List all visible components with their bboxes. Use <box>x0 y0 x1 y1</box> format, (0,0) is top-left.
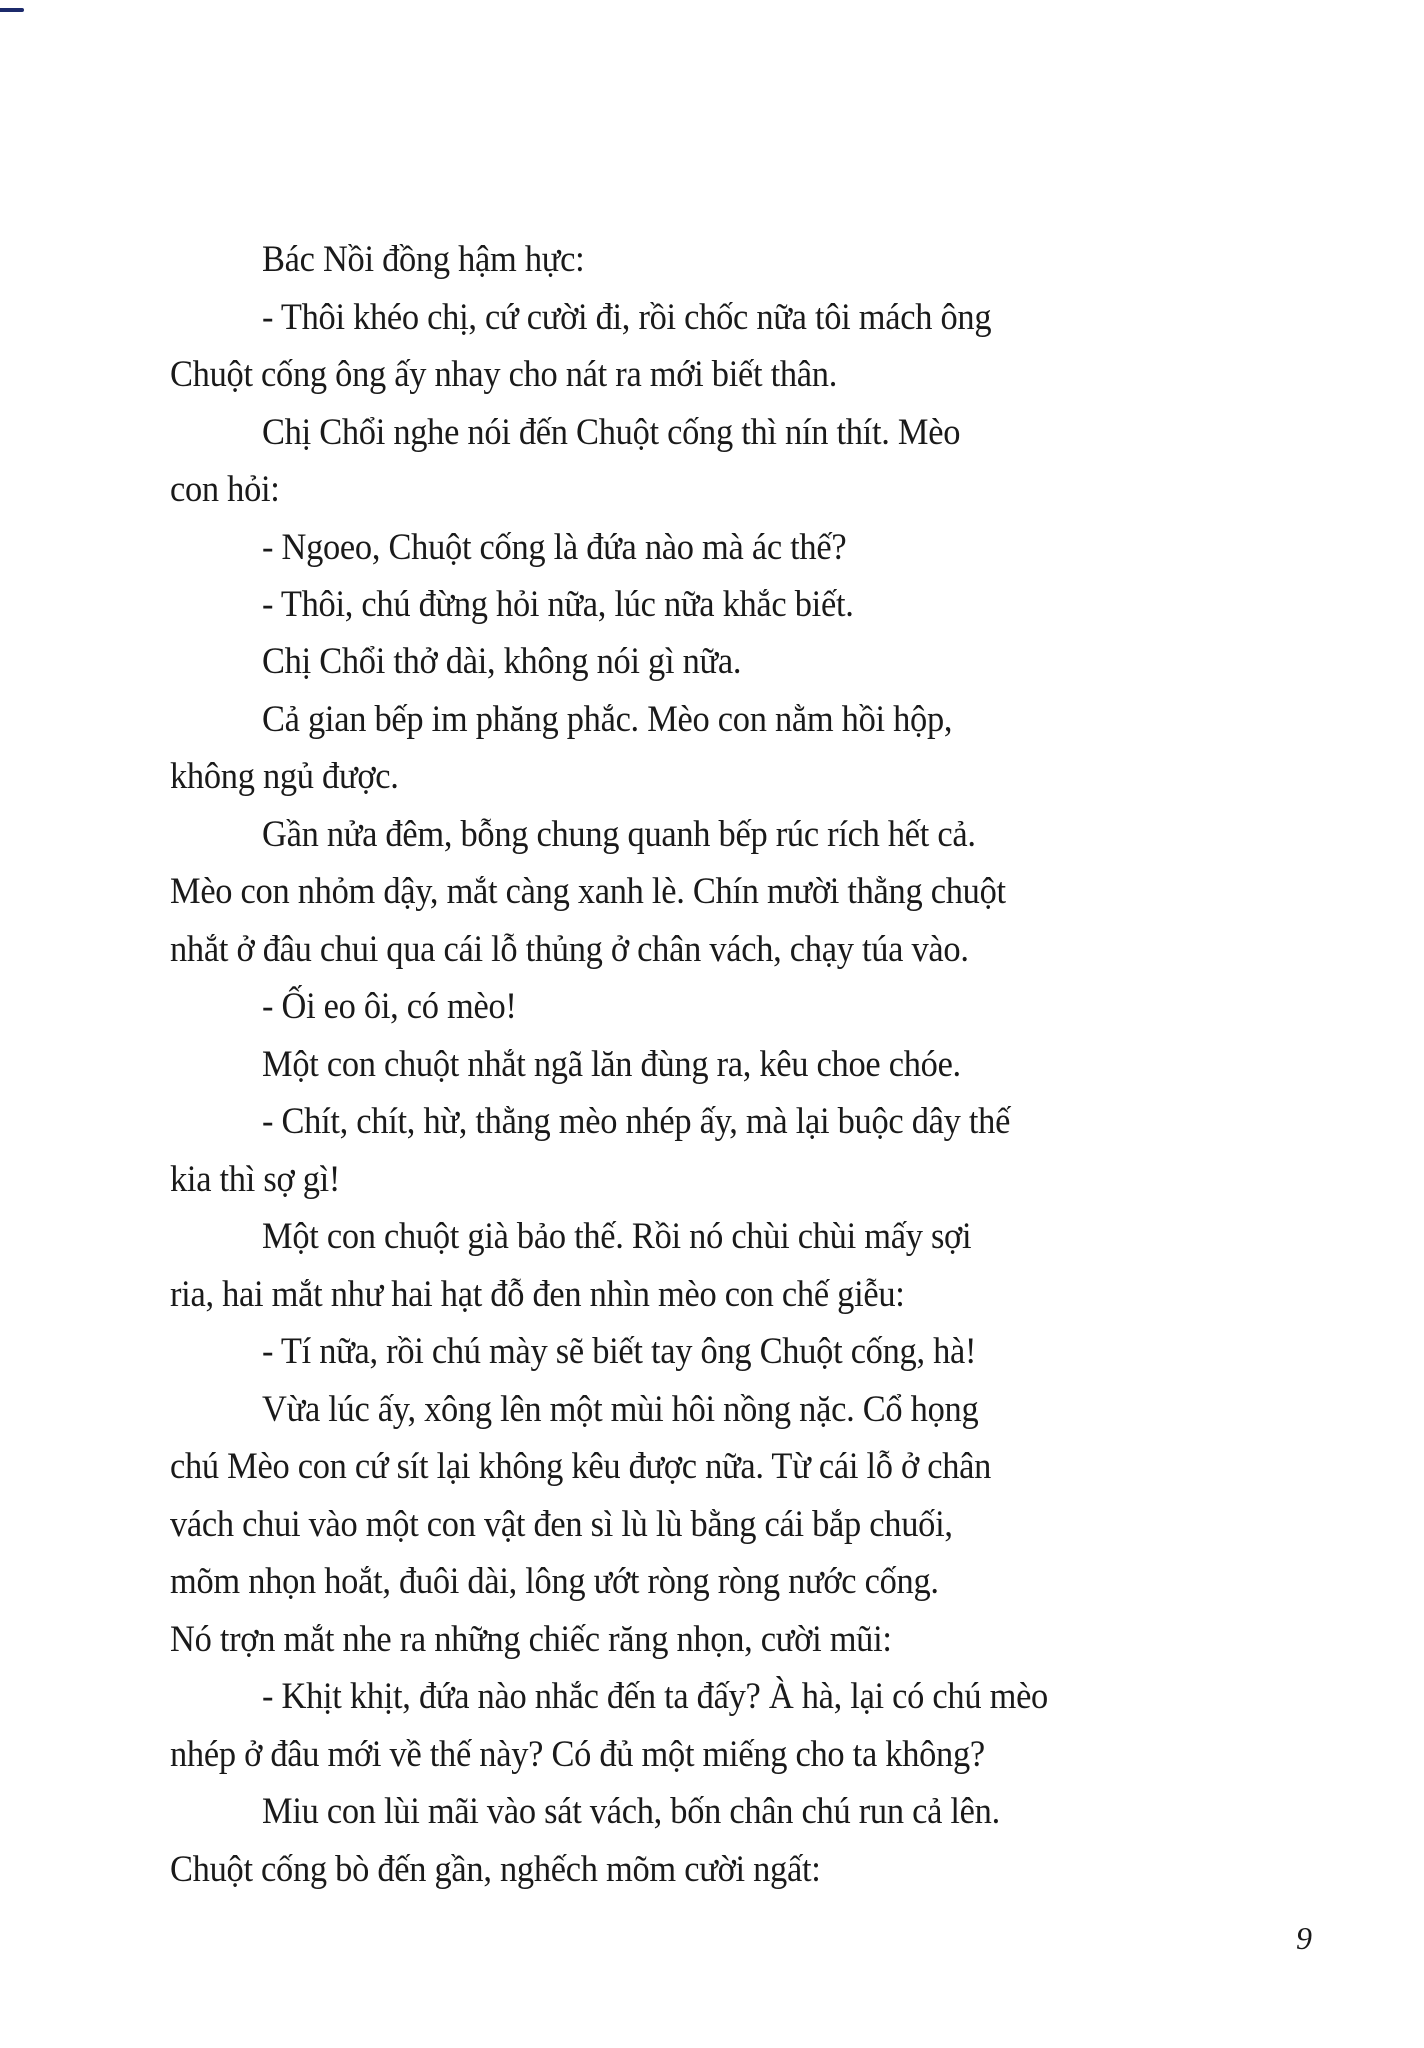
text-line: Chuột cống bò đến gần, nghếch mõm cười ngất: <box>170 1849 821 1890</box>
text-line: nhép ở đâu mới về thế này? Có đủ một miếng cho ta không? <box>170 1734 985 1775</box>
text-line: Gần nửa đêm, bỗng chung quanh bếp rúc rích hết cả. <box>262 814 976 855</box>
text-line: Một con chuột già bảo thế. Rồi nó chùi chùi mấy sợi <box>262 1216 972 1257</box>
text-line: - Ngoeo, Chuột cống là đứa nào mà ác thế? <box>262 527 847 568</box>
text-line: nhắt ở đâu chui qua cái lỗ thủng ở chân vách, chạy túa vào. <box>170 929 969 970</box>
text-line: - Khịt khịt, đứa nào nhắc đến ta đấy? À hà, lại có chú mèo <box>262 1676 1048 1717</box>
text-line: không ngủ được. <box>170 756 399 797</box>
text-line: Miu con lùi mãi vào sát vách, bốn chân chú run cả lên. <box>262 1791 1000 1832</box>
text-line: chú Mèo con cứ sít lại không kêu được nữa. Từ cái lỗ ở chân <box>170 1446 992 1487</box>
text-line: kia thì sợ gì! <box>170 1159 341 1200</box>
text-line: Bác Nồi đồng hậm hực: <box>262 239 585 280</box>
text-line: Một con chuột nhắt ngã lăn đùng ra, kêu choe chóe. <box>262 1044 961 1085</box>
page-number: 9 <box>1296 1920 1312 1956</box>
text-line: - Thôi khéo chị, cứ cười đi, rồi chốc nữa tôi mách ông <box>262 297 992 338</box>
text-line: - Tí nữa, rồi chú mày sẽ biết tay ông Chuột cống, hà! <box>262 1331 977 1372</box>
text-line: Chị Chổi nghe nói đến Chuột cống thì nín thít. Mèo <box>262 412 961 453</box>
text-line: ria, hai mắt như hai hạt đỗ đen nhìn mèo con chế giễu: <box>170 1274 905 1315</box>
text-line: con hỏi: <box>170 469 280 510</box>
text-line: - Thôi, chú đừng hỏi nữa, lúc nữa khắc biết. <box>262 584 854 625</box>
text-line: Chuột cống ông ấy nhay cho nát ra mới biết thân. <box>170 354 838 395</box>
text-line: Nó trợn mắt nhe ra những chiếc răng nhọn, cười mũi: <box>170 1619 892 1660</box>
text-line: - Chít, chít, hừ, thằng mèo nhép ấy, mà lại buộc dây thế <box>262 1101 1011 1142</box>
text-line: mõm nhọn hoắt, đuôi dài, lông ướt ròng ròng nước cống. <box>170 1561 939 1602</box>
text-line: Mèo con nhỏm dậy, mắt càng xanh lè. Chín mười thằng chuột <box>170 871 1006 912</box>
text-line: Chị Chổi thở dài, không nói gì nữa. <box>262 641 742 682</box>
text-line: - Ối eo ôi, có mèo! <box>262 986 517 1027</box>
text-line: Cả gian bếp im phăng phắc. Mèo con nằm hồi hộp, <box>262 699 953 740</box>
text-line: Vừa lúc ấy, xông lên một mùi hôi nồng nặc. Cổ họng <box>262 1389 979 1430</box>
text-line: vách chui vào một con vật đen sì lù lù bằng cái bắp chuối, <box>170 1504 953 1545</box>
